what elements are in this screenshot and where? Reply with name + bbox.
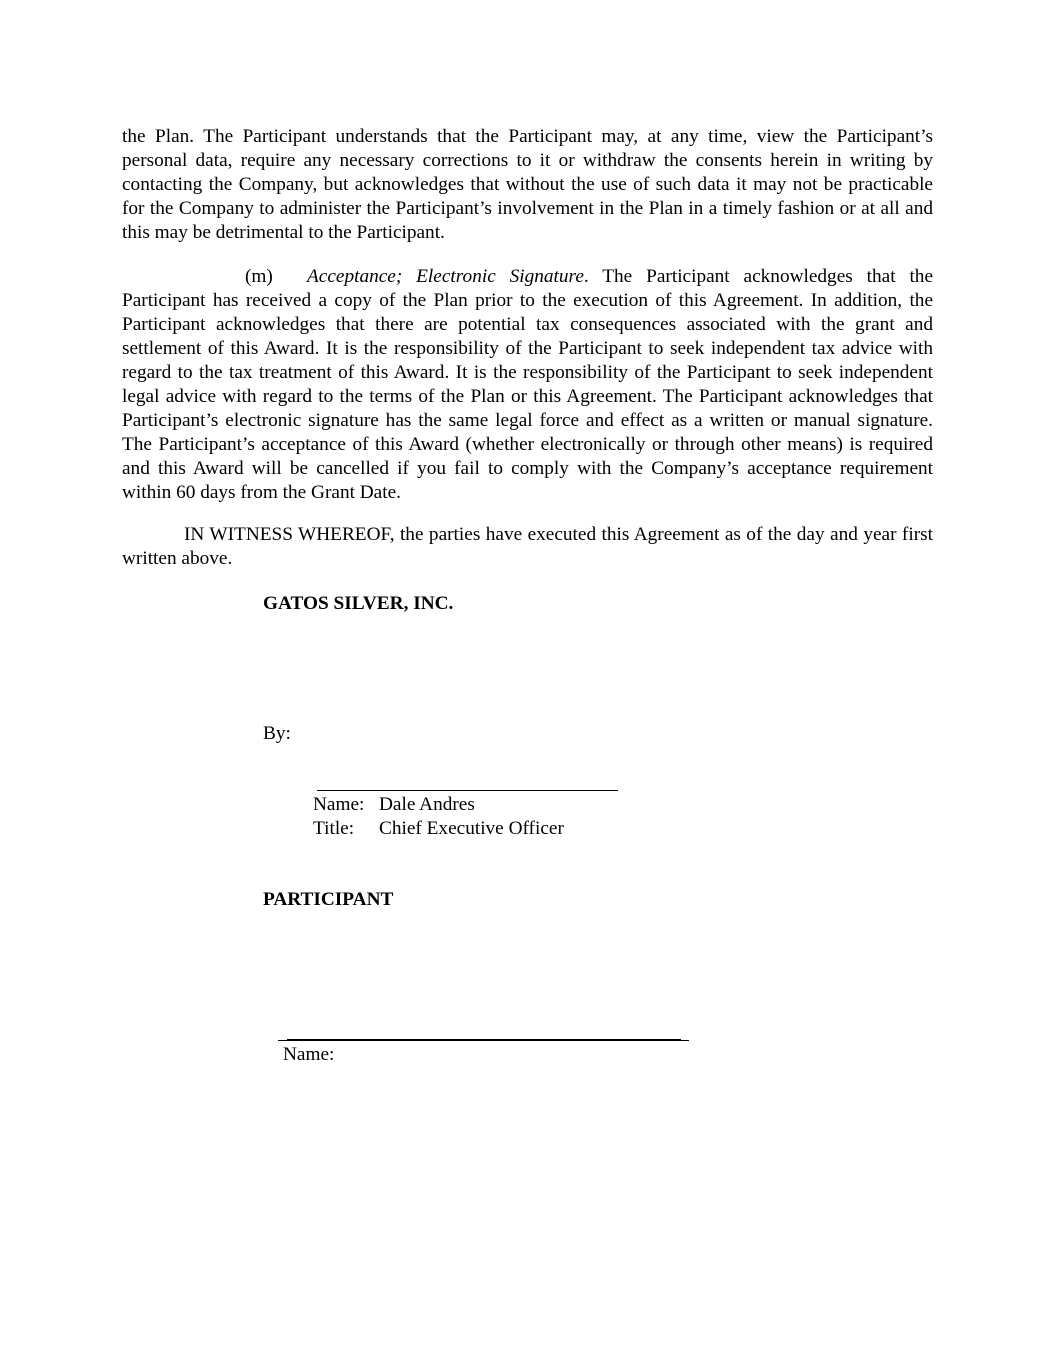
company-name: GATOS SILVER, INC. bbox=[263, 593, 454, 614]
signer-title-row bbox=[313, 817, 564, 841]
paragraph-witness bbox=[122, 523, 933, 571]
participant-signature-line-overlay bbox=[287, 1039, 681, 1041]
paragraph-data-privacy: the Plan. The Participant understands that the Participant may, at any time, view the Participant’s personal data, require any necessary corrections to it or withdraw the consents herein in writing by contacting the Company, but acknowledges that without the use of such data it may not be practicable for the Company to administer the Participant’s involvement in the Plan in a timely fashion or at all and this may be detrimental to the Participant. bbox=[122, 126, 933, 243]
paragraph-acceptance bbox=[122, 265, 933, 505]
signer-name-value: Dale Andres bbox=[379, 794, 475, 815]
participant-name-label: Name: bbox=[283, 1044, 335, 1065]
company-signature-line[interactable] bbox=[317, 790, 618, 791]
participant-heading: PARTICIPANT bbox=[263, 889, 394, 910]
signer-title-label: Title: bbox=[313, 818, 355, 839]
signer-name-label: Name: bbox=[313, 794, 365, 815]
witness-text: IN WITNESS WHEREOF, the parties have executed this Agreement as of the day and year first written above. bbox=[122, 524, 933, 569]
signer-name-row bbox=[313, 793, 475, 817]
signer-title-value: Chief Executive Officer bbox=[379, 818, 564, 839]
section-number: (m) bbox=[245, 266, 273, 287]
section-body: . The Participant acknowledges that the Participant has received a copy of the Plan prior to the execution of this Agreement. In addition, the Participant acknowledges that there are potential tax consequences associated with the grant and settlement of this Award. It is the responsibility of the Participant to seek independent tax advice with regard to the tax treatment of this Award. It is the responsibility of the Participant to seek independent legal advice with regard to the terms of the Plan or this Agreement. The Participant acknowledges that Participant’s electronic signature has the same legal force and effect as a written or manual signature. The Participant’s acceptance of this Award (whether electronically or through other means) is required and this Award will be cancelled if you fail to comply with the Company’s acceptance requirement within 60 days from the Grant Date. bbox=[122, 266, 934, 503]
by-label: By: bbox=[263, 723, 291, 744]
section-heading: Acceptance; Electronic Signature bbox=[307, 266, 584, 287]
